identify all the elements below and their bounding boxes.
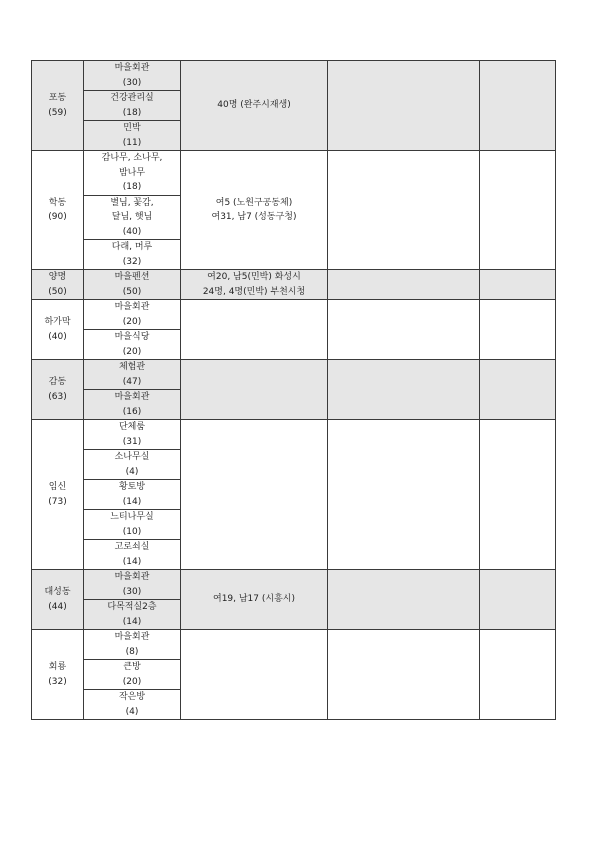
room-capacity: (4): [125, 466, 139, 477]
village-capacity: (50): [48, 286, 67, 297]
assignment-text: 여20, 남5(민박) 화성시: [207, 272, 301, 282]
room-capacity: (30): [122, 77, 142, 88]
empty-cell: [480, 420, 556, 570]
room-name: 별님, 꽃감,: [110, 197, 154, 208]
village-capacity: (90): [48, 212, 67, 222]
room-capacity: (47): [122, 376, 142, 387]
room-cell: [84, 420, 181, 450]
room-name: 마을회관: [114, 392, 150, 402]
assignment-text: 여19, 남17 (시흥시): [213, 594, 295, 605]
empty-cell: [480, 570, 556, 630]
room-capacity: (14): [122, 496, 142, 507]
table-body: [32, 61, 556, 720]
empty-cell: [480, 360, 556, 420]
room-name: 마을회관: [114, 572, 150, 582]
room-cell: [84, 450, 181, 480]
room-capacity: (8): [125, 646, 139, 657]
empty-cell: [480, 300, 556, 360]
room-capacity: (20): [122, 346, 142, 357]
table-row: [32, 420, 556, 450]
room-cell: [84, 151, 181, 196]
room-name: 단체룸: [118, 422, 146, 432]
empty-cell: [480, 630, 556, 720]
assignment-cell: [181, 61, 328, 151]
empty-cell: [480, 270, 556, 300]
village-name: 감동: [48, 377, 67, 387]
room-capacity: (31): [122, 436, 142, 447]
assignment-text: 여5 (노원구공동체): [215, 197, 293, 208]
village-name: 대성동: [44, 587, 71, 597]
room-cell: [84, 61, 181, 91]
room-capacity: (18): [122, 182, 142, 192]
empty-cell: [480, 151, 556, 270]
table-row: [32, 570, 556, 600]
assignment-text: 40명 (완주시재생): [217, 100, 291, 111]
room-cell: [84, 540, 181, 570]
room-capacity: (30): [122, 586, 142, 597]
room-capacity: (4): [125, 706, 139, 717]
room-name: 다래, 머루: [111, 242, 153, 252]
table-row: [32, 360, 556, 390]
village-cell: [32, 61, 84, 151]
assignment-text: 24명, 4명(민박) 부천시청: [202, 286, 306, 297]
room-cell: [84, 660, 181, 690]
assignment-cell: [181, 270, 328, 300]
assignment-cell: [181, 151, 328, 270]
room-capacity: (20): [122, 676, 142, 687]
room-name: 밤나무: [118, 167, 146, 178]
empty-cell: [328, 270, 480, 300]
empty-cell: [328, 420, 480, 570]
room-capacity: (32): [122, 256, 142, 267]
room-capacity: (18): [122, 107, 142, 118]
table-row: [32, 300, 556, 330]
room-cell: [84, 270, 181, 300]
village-name: 하가막: [44, 317, 71, 327]
room-capacity: (14): [122, 556, 142, 567]
room-cell: [84, 570, 181, 600]
room-cell: [84, 630, 181, 660]
room-capacity: (14): [122, 616, 142, 627]
room-cell: [84, 480, 181, 510]
village-capacity: (32): [48, 676, 67, 687]
village-name: 회룡: [48, 662, 67, 672]
village-name: 포동: [48, 93, 67, 103]
table-row: [32, 61, 556, 91]
village-capacity: (59): [48, 107, 67, 118]
room-capacity: (20): [122, 316, 142, 327]
table-row: [32, 151, 556, 196]
room-name: 작은방: [118, 692, 146, 702]
room-capacity: (10): [122, 526, 142, 537]
room-name: 마을회관: [114, 632, 150, 642]
room-cell: [84, 330, 181, 360]
village-cell: [32, 570, 84, 630]
room-name: 마을회관: [114, 302, 150, 312]
room-cell: [84, 195, 181, 240]
room-cell: [84, 300, 181, 330]
empty-cell: [328, 630, 480, 720]
village-cell: [32, 270, 84, 300]
assignment-text: 여31, 남7 (성동구청): [211, 212, 297, 222]
village-name: 임신: [48, 482, 67, 492]
room-capacity: (11): [122, 137, 142, 148]
room-name: 마을펜션: [114, 272, 150, 282]
room-cell: [84, 360, 181, 390]
village-cell: [32, 300, 84, 360]
room-name: 큰방: [123, 662, 141, 672]
empty-cell: [328, 300, 480, 360]
room-name: 감나무, 소나무,: [101, 153, 163, 163]
assignment-cell: [181, 420, 328, 570]
village-name: 학동: [48, 197, 67, 208]
empty-cell: [328, 61, 480, 151]
table-row: [32, 630, 556, 660]
room-name: 다목적실2층: [107, 602, 157, 612]
village-cell: [32, 151, 84, 270]
room-name: 달님, 햇님: [111, 212, 153, 222]
village-capacity: (40): [48, 331, 67, 342]
room-name: 체험관: [118, 362, 146, 372]
empty-cell: [328, 360, 480, 420]
village-capacity: (44): [48, 601, 67, 612]
assignment-cell: [181, 630, 328, 720]
room-name: 느티나무실: [110, 512, 154, 522]
room-name: 마을회관: [114, 63, 150, 73]
village-cell: [32, 360, 84, 420]
room-capacity: (40): [122, 226, 142, 237]
empty-cell: [328, 151, 480, 270]
room-name: 민박: [123, 123, 141, 133]
room-cell: [84, 121, 181, 151]
village-cell: [32, 420, 84, 570]
village-cell: [32, 630, 84, 720]
assignment-cell: [181, 300, 328, 360]
empty-cell: [328, 570, 480, 630]
empty-cell: [480, 61, 556, 151]
room-capacity: (16): [122, 406, 142, 417]
village-capacity: (63): [48, 391, 67, 402]
room-name: 황토방: [118, 482, 146, 492]
room-cell: [84, 240, 181, 270]
room-name: 건강관리실: [110, 93, 154, 103]
assignment-cell: [181, 570, 328, 630]
room-cell: [84, 91, 181, 121]
room-name: 고로쇠실: [114, 542, 150, 552]
room-cell: [84, 390, 181, 420]
room-cell: [84, 510, 181, 540]
assignment-cell: [181, 360, 328, 420]
village-name: 양명: [48, 272, 67, 282]
accommodation-table: [31, 60, 556, 720]
table-row: [32, 270, 556, 300]
room-name: 소나무실: [114, 452, 150, 462]
room-name: 마을식당: [114, 332, 150, 342]
room-cell: [84, 690, 181, 720]
room-capacity: (50): [122, 286, 142, 297]
village-capacity: (73): [48, 496, 67, 507]
room-cell: [84, 600, 181, 630]
